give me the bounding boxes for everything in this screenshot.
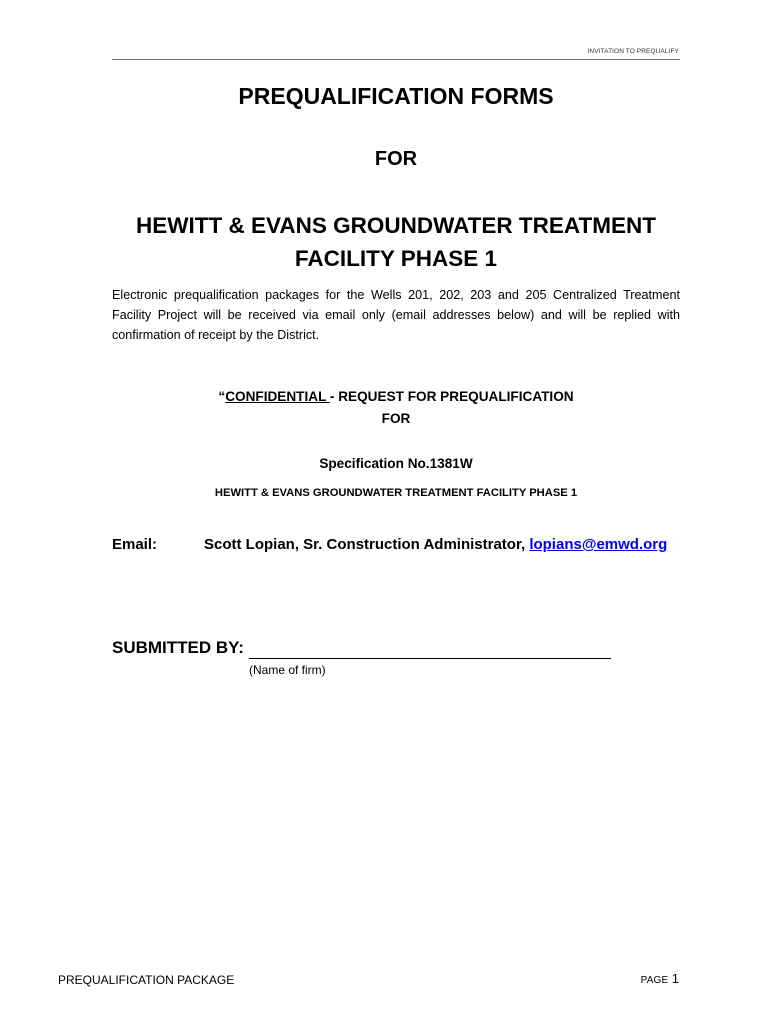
confidential-label: CONFIDENTIAL	[225, 389, 330, 404]
header-tag: INVITATION TO PREQUALIFY	[587, 48, 679, 55]
email-label: Email:	[112, 536, 158, 553]
page-header	[112, 40, 680, 60]
confidential-rest: - REQUEST FOR PREQUALIFICATION	[329, 389, 574, 404]
title-for: FOR	[374, 148, 418, 170]
email-contact: Scott Lopian, Sr. Construction Administrator,	[204, 536, 530, 553]
project-title-line-2: FACILITY PHASE 1	[294, 246, 498, 271]
firm-name-caption: (Name of firm)	[249, 663, 326, 677]
specification-project: HEWITT & EVANS GROUNDWATER TREATMENT FACILITY PHASE 1	[214, 487, 578, 499]
project-title	[112, 209, 680, 275]
email-link[interactable]: lopians@emwd.org	[529, 536, 668, 553]
intro-paragraph: Electronic prequalification packages for the Wells 201, 202, 203 and 205 Centralized Treatment Facility Project will be received via email only (email addresses below) and will be replied with confirmation of receipt by the District.	[112, 288, 680, 342]
firm-name-field[interactable]	[249, 636, 611, 659]
confidential-for: FOR	[381, 411, 411, 426]
open-quote: “	[218, 389, 226, 404]
page-word: PAGE	[640, 975, 669, 986]
specification-number: Specification No.1381W	[319, 456, 473, 471]
document-title: PREQUALIFICATION FORMS	[238, 83, 554, 109]
submitted-by-label: SUBMITTED BY:	[112, 638, 244, 657]
project-title-line-1: HEWITT & EVANS GROUNDWATER TREATMENT	[136, 213, 656, 238]
page-number	[641, 971, 679, 989]
confidential-line	[112, 386, 680, 408]
footer-package-label: PREQUALIFICATION PACKAGE	[58, 973, 235, 987]
page-number-value: 1	[671, 971, 679, 986]
email-contact-line	[204, 535, 667, 555]
confidential-heading	[112, 386, 680, 430]
